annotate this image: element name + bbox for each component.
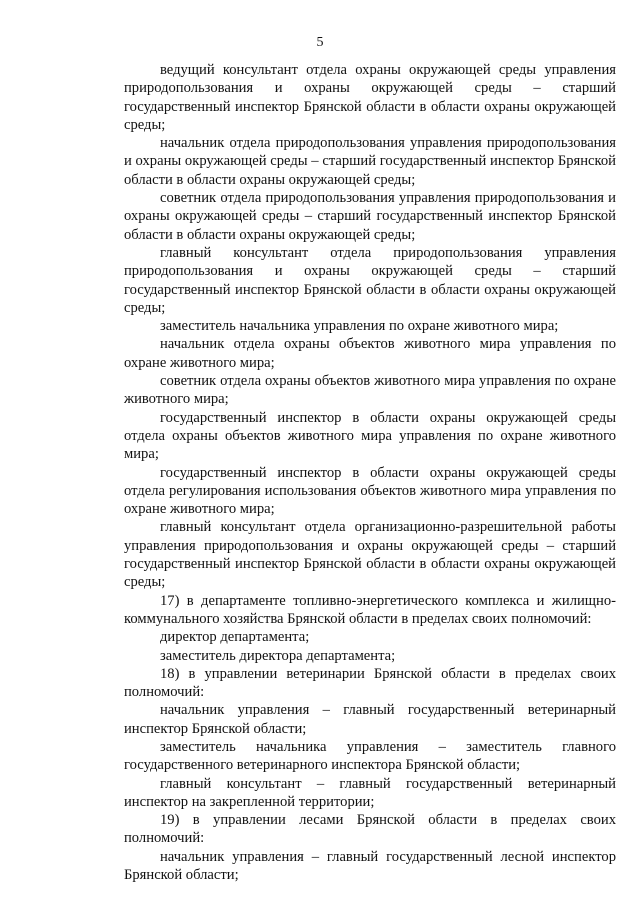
paragraph: главный консультант отдела организационно-разрешительной работы управления природопользования и охраны окружающей среды – старший государственный инспектор Брянской области в области охраны окружающей среды; xyxy=(124,519,616,591)
paragraph: начальник управления – главный государственный лесной инспектор Брянской области; xyxy=(124,848,616,884)
paragraph: 19) в управлении лесами Брянской области в пределах своих полномочий: xyxy=(124,812,616,847)
paragraph: государственный инспектор в области охраны окружающей среды отдела охраны объектов животного мира управления по охране животного мира; xyxy=(124,409,616,463)
document-body xyxy=(124,61,616,884)
paragraph: заместитель начальника управления – заместитель главного государственного ветеринарного инспектора Брянской области; xyxy=(124,738,616,774)
paragraph: начальник управления – главный государственный ветеринарный инспектор Брянской области; xyxy=(124,702,616,737)
paragraph: советник отдела природопользования управления природопользования и охраны окружающей среды – старший государственный инспектор Брянской области в области охраны окружающей среды; xyxy=(124,190,616,243)
paragraph: заместитель директора департамента; xyxy=(160,647,396,664)
paragraph: 18) в управлении ветеринарии Брянской области в пределах своих полномочий: xyxy=(124,665,616,701)
paragraph: государственный инспектор в области охраны окружающей среды отдела регулирования использования объектов животного мира управления по охране животного мира; xyxy=(124,464,616,518)
paragraph: советник отдела охраны объектов животного мира управления по охране животного мира; xyxy=(124,373,616,408)
paragraph: главный консультант отдела природопользования управления природопользования и охраны окружающей среды – старший государственный инспектор Брянской области в области охраны окружающей среды; xyxy=(124,244,616,316)
paragraph: заместитель начальника управления по охране животного мира; xyxy=(160,318,559,335)
page-number: 5 xyxy=(316,35,324,50)
paragraph: главный консультант – главный государственный ветеринарный инспектор на закрепленной территории; xyxy=(124,775,616,810)
paragraph: ведущий консультант отдела охраны окружающей среды управления природопользования и охраны окружающей среды – старший государственный инспектор Брянской области в области охраны окружающей среды; xyxy=(124,62,616,133)
paragraph: 17) в департаменте топливно-энергетического комплекса и жилищно-коммунального хозяйства Брянской области в пределах своих полномочий: xyxy=(124,592,616,627)
paragraph: начальник отдела природопользования управления природопользования и охраны окружающей среды – старший государственный инспектор Брянской области в области охраны окружающей среды; xyxy=(124,135,616,188)
paragraph: директор департамента; xyxy=(160,629,310,646)
paragraph: начальник отдела охраны объектов животного мира управления по охране животного мира; xyxy=(124,336,616,371)
